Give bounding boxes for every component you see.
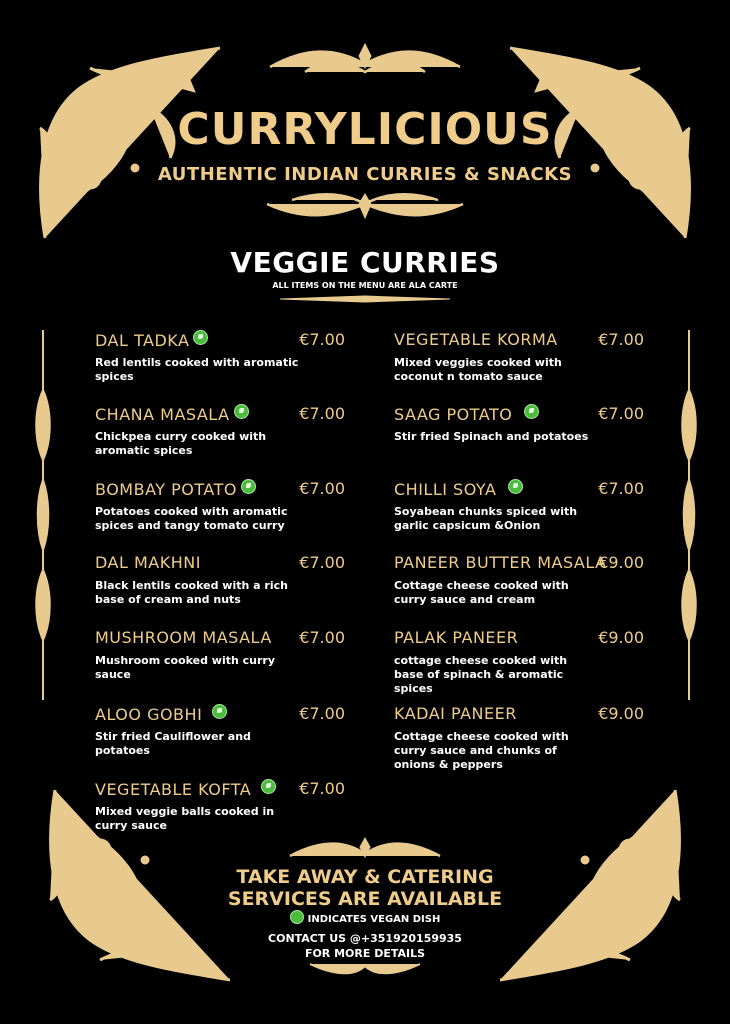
menu-item-description: Cottage cheese cooked with curry sauce and cream (394, 579, 569, 606)
vegan-legend-text: INDICATES VEGAN DISH (307, 914, 441, 925)
menu-item-description: Chickpea curry cooked with aromatic spices (95, 430, 267, 457)
menu-item-name: CHANA MASALA (95, 404, 249, 424)
title-divider-flourish-icon (262, 190, 468, 226)
left-side-border-icon (34, 330, 52, 700)
contact-details: FOR MORE DETAILS (304, 947, 426, 960)
menu-item-price: €7.00 (299, 404, 345, 423)
vegan-icon (241, 479, 256, 494)
section-title: VEGGIE CURRIES (230, 246, 500, 279)
menu-item-price: €7.00 (299, 704, 345, 723)
vegan-icon (261, 779, 276, 794)
menu-item-name: DAL MAKHNI (95, 553, 201, 572)
footer-line-1: TAKE AWAY & CATERING (236, 866, 494, 888)
vegan-legend (0, 910, 730, 925)
footer-bottom-flourish-icon (305, 958, 425, 978)
menu-item-price: €7.00 (299, 779, 345, 798)
menu-item-description: Potatoes cooked with aromatic spices and tangy tomato curry (95, 505, 288, 532)
menu-item-price: €7.00 (299, 330, 345, 349)
menu-item-price: €7.00 (299, 479, 345, 498)
menu-item-name: SAAG POTATO (394, 404, 539, 424)
menu-item-name: KADAI PANEER (394, 704, 517, 723)
menu-item-name: VEGETABLE KORMA (394, 330, 558, 349)
menu-item-description: Stir fried Spinach and potatoes (394, 430, 589, 443)
menu-item-name: PANEER BUTTER MASALA (394, 553, 607, 572)
brand-tagline: AUTHENTIC INDIAN CURRIES & SNACKS (157, 164, 573, 185)
brand-name: CURRYLICIOUS (177, 104, 553, 155)
menu-item-name: ALOO GOBHI (95, 704, 227, 724)
right-side-border-icon (680, 330, 698, 700)
vegan-icon (212, 704, 227, 719)
menu-item-price: €9.00 (598, 628, 644, 647)
footer-services (0, 866, 730, 910)
top-center-flourish-icon (265, 42, 465, 82)
menu-item-price: €7.00 (598, 404, 644, 423)
menu-item-description: cottage cheese cooked with base of spinach & aromatic spices (394, 654, 568, 695)
menu-item-name: DAL TADKA (95, 330, 208, 350)
menu-item-name: MUSHROOM MASALA (95, 628, 272, 647)
menu-item-price: €7.00 (598, 479, 644, 498)
menu-item-description: Red lentils cooked with aromatic spices (95, 356, 299, 383)
menu-item-name: CHILLI SOYA (394, 479, 523, 499)
menu-item-price: €7.00 (299, 628, 345, 647)
menu-item-price: €7.00 (598, 330, 644, 349)
vegan-icon (234, 404, 249, 419)
contact-phone: CONTACT US @+351920159935 (268, 932, 462, 945)
vegan-icon (193, 330, 208, 345)
menu-item-name: PALAK PANEER (394, 628, 519, 647)
vegan-icon (290, 910, 304, 924)
menu-item-description: Black lentils cooked with a rich base of cream and nuts (95, 579, 288, 606)
menu-item-price: €7.00 (299, 553, 345, 572)
menu-item-price: €9.00 (598, 553, 644, 572)
menu-item-description: Cottage cheese cooked with curry sauce and chunks of onions & peppers (394, 730, 569, 771)
menu-item-name: VEGETABLE KOFTA (95, 779, 276, 799)
menu-item-description: Stir fried Cauliflower and potatoes (95, 730, 251, 757)
section-underline-icon (280, 294, 450, 304)
menu-item-description: Mixed veggie balls cooked in curry sauce (95, 805, 275, 832)
footer-top-flourish-icon (285, 836, 445, 864)
vegan-icon (524, 404, 539, 419)
menu-item-description: Mixed veggies cooked with coconut n tomato sauce (394, 356, 562, 383)
section-note: ALL ITEMS ON THE MENU ARE ALA CARTE (272, 281, 458, 290)
menu-item-description: Mushroom cooked with curry sauce (95, 654, 276, 681)
menu-item-name: BOMBAY POTATO (95, 479, 256, 499)
footer-line-2: SERVICES ARE AVAILABLE (227, 888, 503, 910)
menu-item-description: Soyabean chunks spiced with garlic capsicum &Onion (394, 505, 578, 532)
vegan-icon (508, 479, 523, 494)
contact-block (0, 931, 730, 961)
menu-item-price: €9.00 (598, 704, 644, 723)
